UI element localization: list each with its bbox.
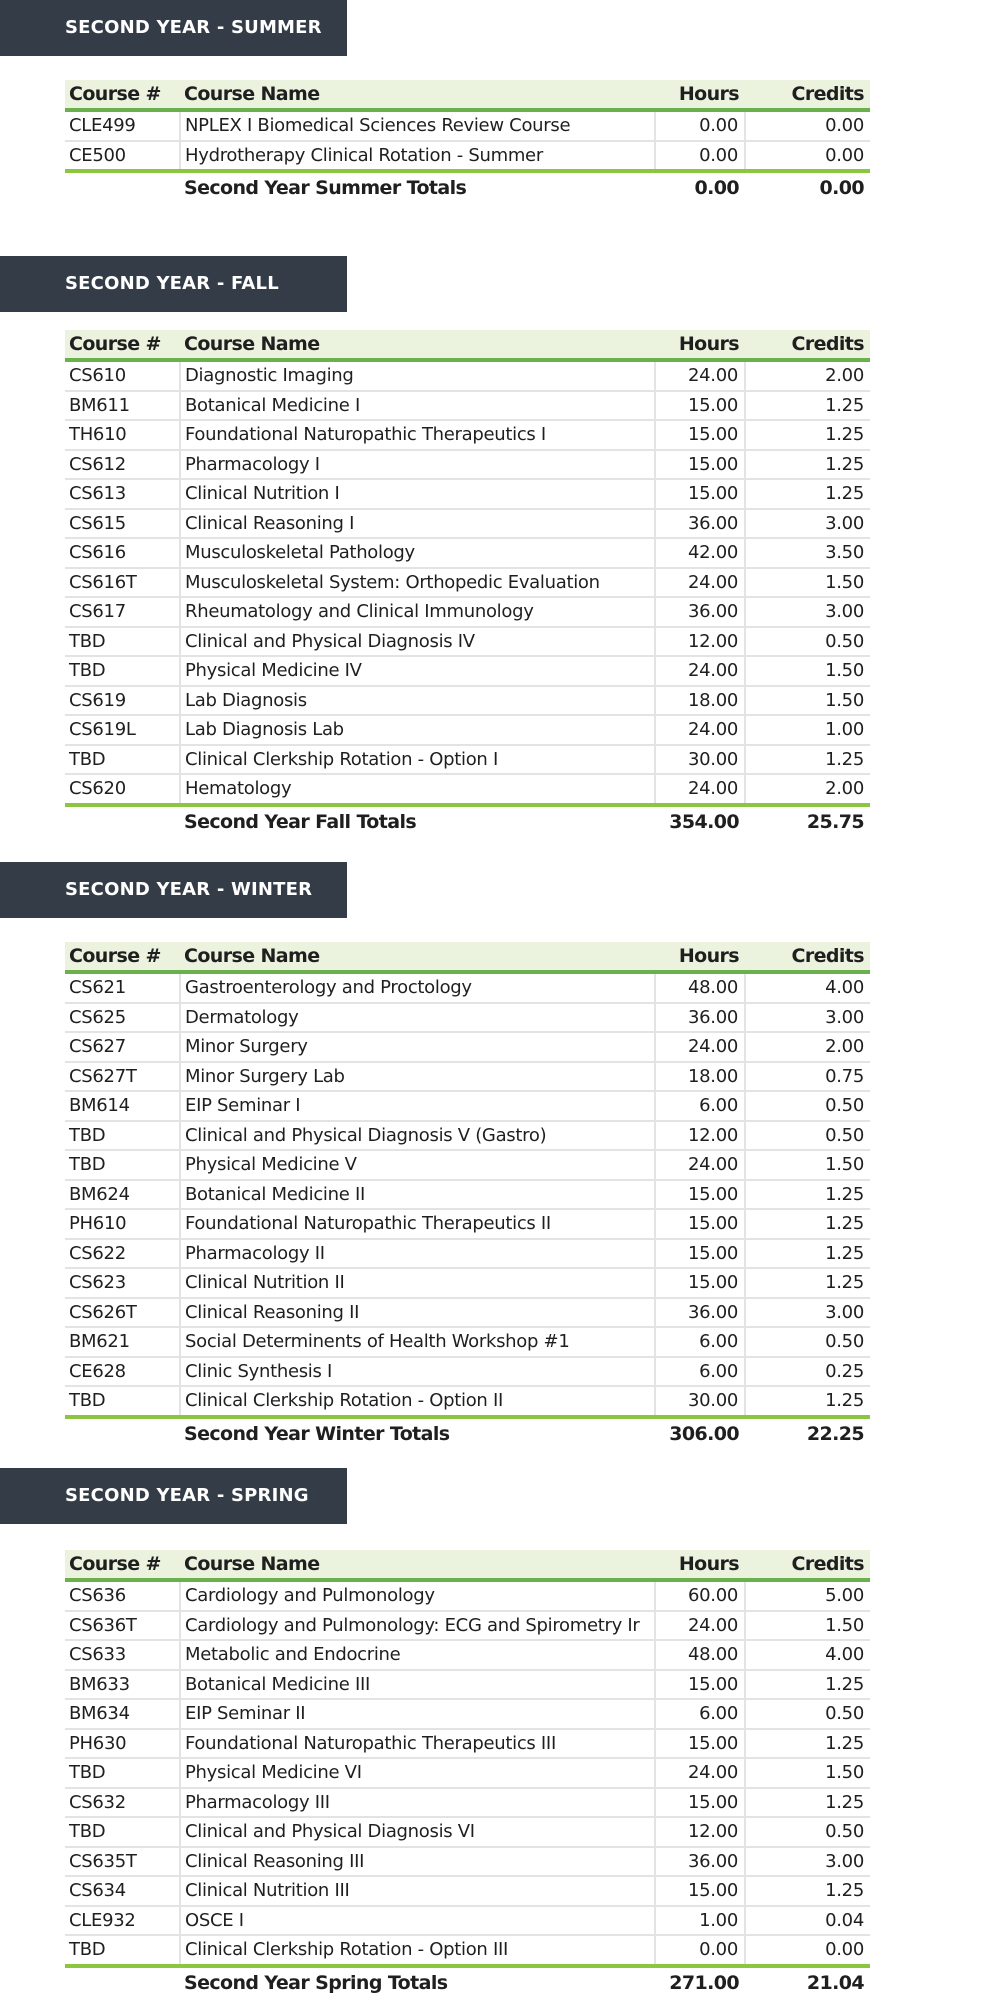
header-course-name: Course Name (180, 330, 655, 360)
course-number: CS635T (65, 1847, 180, 1877)
course-number: CS634 (65, 1876, 180, 1906)
course-name: Hematology (180, 774, 655, 805)
course-name: Foundational Naturopathic Therapeutics III (180, 1729, 655, 1759)
course-name: Clinical Reasoning II (180, 1298, 655, 1328)
table-row (65, 1357, 870, 1387)
course-credits: 1.25 (745, 1209, 870, 1239)
header-course-name: Course Name (180, 942, 655, 972)
course-name: EIP Seminar II (180, 1699, 655, 1729)
totals-spacer (65, 1417, 180, 1449)
course-name: Hydrotherapy Clinical Rotation - Summer (180, 141, 655, 172)
table-row (65, 1935, 870, 1966)
course-number: CS620 (65, 774, 180, 805)
course-name: Pharmacology III (180, 1788, 655, 1818)
course-hours: 36.00 (655, 1003, 745, 1033)
course-name: Physical Medicine IV (180, 656, 655, 686)
course-name: Pharmacology II (180, 1239, 655, 1269)
course-credits: 1.25 (745, 745, 870, 775)
course-name: Gastroenterology and Proctology (180, 972, 655, 1003)
table-header-row (65, 942, 870, 972)
section-title-banner: SECOND YEAR - SUMMER (0, 0, 347, 56)
course-hours: 48.00 (655, 972, 745, 1003)
course-number: CS622 (65, 1239, 180, 1269)
totals-hours: 0.00 (694, 177, 739, 199)
course-hours: 36.00 (655, 509, 745, 539)
course-name: Cardiology and Pulmonology: ECG and Spirometry Ir (180, 1611, 655, 1641)
course-hours: 18.00 (655, 686, 745, 716)
course-number: TBD (65, 1758, 180, 1788)
course-number: CS610 (65, 360, 180, 391)
course-hours: 30.00 (655, 745, 745, 775)
course-name: Musculoskeletal System: Orthopedic Evaluation (180, 568, 655, 598)
course-credits: 1.25 (745, 1239, 870, 1269)
totals-label: Second Year Fall Totals (184, 810, 417, 833)
table-row (65, 360, 870, 391)
header-credits: Credits (745, 1550, 870, 1580)
course-hours: 15.00 (655, 450, 745, 480)
course-number: TBD (65, 656, 180, 686)
course-hours: 15.00 (655, 1268, 745, 1298)
table-row (65, 1150, 870, 1180)
totals-credits: 21.04 (806, 1971, 864, 1994)
table-row (65, 597, 870, 627)
course-credits: 3.00 (745, 1298, 870, 1328)
table-row (65, 538, 870, 568)
course-name: OSCE I (180, 1906, 655, 1936)
course-credits: 2.00 (745, 1032, 870, 1062)
course-credits: 4.00 (745, 972, 870, 1003)
course-credits: 1.25 (745, 1386, 870, 1417)
header-credits: Credits (745, 80, 870, 110)
table-row (65, 656, 870, 686)
table-row (65, 774, 870, 805)
course-hours: 18.00 (655, 1062, 745, 1092)
course-name: EIP Seminar I (180, 1091, 655, 1121)
course-name: Minor Surgery Lab (180, 1062, 655, 1092)
table-row (65, 1817, 870, 1847)
totals-label: Second Year Winter Totals (184, 1422, 450, 1445)
course-number: TH610 (65, 420, 180, 450)
header-course-num: Course # (65, 1550, 180, 1580)
course-number: PH630 (65, 1729, 180, 1759)
course-hours: 24.00 (655, 656, 745, 686)
course-hours: 30.00 (655, 1386, 745, 1417)
header-course-name: Course Name (180, 1550, 655, 1580)
course-number: CS632 (65, 1788, 180, 1818)
totals-credits: 0.00 (819, 177, 864, 199)
header-hours: Hours (655, 942, 745, 972)
course-hours: 15.00 (655, 420, 745, 450)
course-number: TBD (65, 1935, 180, 1966)
course-credits: 1.50 (745, 1758, 870, 1788)
course-credits: 0.50 (745, 627, 870, 657)
course-number: CLE499 (65, 110, 180, 141)
totals-row (65, 805, 870, 837)
course-number: BM621 (65, 1327, 180, 1357)
table-row (65, 745, 870, 775)
course-number: BM624 (65, 1180, 180, 1210)
course-name: Physical Medicine VI (180, 1758, 655, 1788)
course-hours: 15.00 (655, 479, 745, 509)
course-number: CS619 (65, 686, 180, 716)
course-credits: 1.25 (745, 1180, 870, 1210)
table-row (65, 110, 870, 141)
table-row (65, 1209, 870, 1239)
header-course-name: Course Name (180, 80, 655, 110)
course-number: CS617 (65, 597, 180, 627)
table-header-row (65, 330, 870, 360)
header-hours: Hours (655, 330, 745, 360)
table-header-row (65, 1550, 870, 1580)
course-credits: 1.25 (745, 1729, 870, 1759)
table-row (65, 1180, 870, 1210)
course-number: CS619L (65, 715, 180, 745)
table-row (65, 1847, 870, 1877)
course-credits: 3.00 (745, 1847, 870, 1877)
course-name: Clinical and Physical Diagnosis VI (180, 1817, 655, 1847)
course-name: Rheumatology and Clinical Immunology (180, 597, 655, 627)
course-hours: 24.00 (655, 1032, 745, 1062)
course-hours: 24.00 (655, 1758, 745, 1788)
course-number: CS623 (65, 1268, 180, 1298)
course-number: CS626T (65, 1298, 180, 1328)
course-credits: 0.00 (745, 141, 870, 172)
course-credits: 1.25 (745, 420, 870, 450)
course-hours: 24.00 (655, 1611, 745, 1641)
course-number: TBD (65, 1386, 180, 1417)
course-credits: 1.50 (745, 686, 870, 716)
course-name: Cardiology and Pulmonology (180, 1580, 655, 1611)
table-row (65, 391, 870, 421)
table-header-row (65, 80, 870, 110)
course-hours: 12.00 (655, 627, 745, 657)
course-hours: 15.00 (655, 1729, 745, 1759)
course-hours: 6.00 (655, 1357, 745, 1387)
course-number: TBD (65, 627, 180, 657)
course-hours: 24.00 (655, 715, 745, 745)
table-row (65, 1121, 870, 1151)
course-credits: 3.50 (745, 538, 870, 568)
table-row (65, 1298, 870, 1328)
section-title-banner: SECOND YEAR - WINTER (0, 862, 347, 918)
course-hours: 6.00 (655, 1091, 745, 1121)
table-row (65, 1091, 870, 1121)
table-row (65, 686, 870, 716)
course-hours: 24.00 (655, 1150, 745, 1180)
course-number: CS627T (65, 1062, 180, 1092)
course-credits: 5.00 (745, 1580, 870, 1611)
course-credits: 1.25 (745, 391, 870, 421)
table-row (65, 1003, 870, 1033)
header-course-num: Course # (65, 330, 180, 360)
course-hours: 42.00 (655, 538, 745, 568)
course-table (65, 942, 870, 1449)
course-credits: 0.04 (745, 1906, 870, 1936)
course-hours: 15.00 (655, 1209, 745, 1239)
course-number: CS615 (65, 509, 180, 539)
table-row (65, 1580, 870, 1611)
course-hours: 24.00 (655, 360, 745, 391)
course-name: Foundational Naturopathic Therapeutics I (180, 420, 655, 450)
totals-spacer (65, 805, 180, 837)
course-credits: 0.00 (745, 110, 870, 141)
course-number: CS616 (65, 538, 180, 568)
course-number: CLE932 (65, 1906, 180, 1936)
table-row (65, 715, 870, 745)
course-number: CS616T (65, 568, 180, 598)
course-name: Lab Diagnosis Lab (180, 715, 655, 745)
course-credits: 0.50 (745, 1817, 870, 1847)
course-hours: 36.00 (655, 1847, 745, 1877)
course-credits: 2.00 (745, 360, 870, 391)
course-credits: 1.25 (745, 1788, 870, 1818)
header-credits: Credits (745, 330, 870, 360)
course-number: CS633 (65, 1640, 180, 1670)
course-number: TBD (65, 1121, 180, 1151)
course-hours: 6.00 (655, 1699, 745, 1729)
course-credits: 1.50 (745, 568, 870, 598)
table-row (65, 1758, 870, 1788)
totals-row (65, 1417, 870, 1449)
course-number: CS625 (65, 1003, 180, 1033)
course-hours: 1.00 (655, 1906, 745, 1936)
course-name: Diagnostic Imaging (180, 360, 655, 391)
course-table (65, 1550, 870, 1998)
course-credits: 1.50 (745, 1150, 870, 1180)
course-name: Social Determinents of Health Workshop #1 (180, 1327, 655, 1357)
course-name: Clinical Nutrition II (180, 1268, 655, 1298)
course-name: Physical Medicine V (180, 1150, 655, 1180)
course-hours: 0.00 (655, 110, 745, 141)
course-name: Clinical and Physical Diagnosis IV (180, 627, 655, 657)
course-number: CS621 (65, 972, 180, 1003)
course-credits: 1.50 (745, 656, 870, 686)
course-name: Foundational Naturopathic Therapeutics II (180, 1209, 655, 1239)
totals-label: Second Year Spring Totals (184, 1971, 448, 1994)
course-number: CS636T (65, 1611, 180, 1641)
course-hours: 6.00 (655, 1327, 745, 1357)
course-hours: 60.00 (655, 1580, 745, 1611)
course-credits: 1.25 (745, 479, 870, 509)
course-hours: 24.00 (655, 774, 745, 805)
header-course-num: Course # (65, 942, 180, 972)
course-credits: 0.75 (745, 1062, 870, 1092)
course-table (65, 330, 870, 837)
course-name: Botanical Medicine III (180, 1670, 655, 1700)
course-name: Minor Surgery (180, 1032, 655, 1062)
course-credits: 0.25 (745, 1357, 870, 1387)
table-row (65, 1788, 870, 1818)
course-name: Clinic Synthesis I (180, 1357, 655, 1387)
course-name: Clinical Clerkship Rotation - Option II (180, 1386, 655, 1417)
table-row (65, 568, 870, 598)
table-row (65, 1062, 870, 1092)
course-hours: 48.00 (655, 1640, 745, 1670)
table-row (65, 1640, 870, 1670)
table-row (65, 509, 870, 539)
course-credits: 1.25 (745, 450, 870, 480)
course-number: BM633 (65, 1670, 180, 1700)
course-hours: 15.00 (655, 1788, 745, 1818)
course-hours: 15.00 (655, 1180, 745, 1210)
course-credits: 4.00 (745, 1640, 870, 1670)
course-name: Clinical Reasoning III (180, 1847, 655, 1877)
course-number: CE628 (65, 1357, 180, 1387)
table-row (65, 1032, 870, 1062)
course-credits: 0.00 (745, 1935, 870, 1966)
table-row (65, 1268, 870, 1298)
table-row (65, 1239, 870, 1269)
course-hours: 15.00 (655, 391, 745, 421)
course-credits: 1.25 (745, 1670, 870, 1700)
course-name: Botanical Medicine I (180, 391, 655, 421)
header-course-num: Course # (65, 80, 180, 110)
section-title-banner: SECOND YEAR - FALL (0, 256, 347, 312)
totals-credits: 22.25 (806, 1422, 864, 1445)
table-row (65, 479, 870, 509)
course-table (65, 80, 870, 203)
course-name: Clinical Nutrition III (180, 1876, 655, 1906)
table-row (65, 450, 870, 480)
totals-hours: 354.00 (669, 810, 739, 833)
course-number: TBD (65, 1150, 180, 1180)
header-credits: Credits (745, 942, 870, 972)
course-credits: 2.00 (745, 774, 870, 805)
course-name: Clinical Reasoning I (180, 509, 655, 539)
course-name: Botanical Medicine II (180, 1180, 655, 1210)
course-hours: 12.00 (655, 1121, 745, 1151)
course-hours: 0.00 (655, 141, 745, 172)
course-name: Clinical and Physical Diagnosis V (Gastro) (180, 1121, 655, 1151)
table-row (65, 420, 870, 450)
course-name: Metabolic and Endocrine (180, 1640, 655, 1670)
course-credits: 1.25 (745, 1876, 870, 1906)
table-row (65, 627, 870, 657)
totals-hours: 271.00 (669, 1971, 739, 1994)
course-credits: 1.25 (745, 1268, 870, 1298)
totals-spacer (65, 171, 180, 203)
course-name: Dermatology (180, 1003, 655, 1033)
course-credits: 0.50 (745, 1327, 870, 1357)
course-name: Clinical Clerkship Rotation - Option I (180, 745, 655, 775)
course-hours: 15.00 (655, 1876, 745, 1906)
course-hours: 12.00 (655, 1817, 745, 1847)
section-title-banner: SECOND YEAR - SPRING (0, 1468, 347, 1524)
table-row (65, 1327, 870, 1357)
course-credits: 1.50 (745, 1611, 870, 1641)
course-credits: 3.00 (745, 509, 870, 539)
course-hours: 0.00 (655, 1935, 745, 1966)
course-hours: 36.00 (655, 1298, 745, 1328)
table-row (65, 1670, 870, 1700)
header-hours: Hours (655, 80, 745, 110)
table-row (65, 1611, 870, 1641)
totals-row (65, 171, 870, 203)
table-row (65, 1699, 870, 1729)
totals-label: Second Year Summer Totals (184, 177, 467, 199)
course-number: CS636 (65, 1580, 180, 1611)
course-name: Lab Diagnosis (180, 686, 655, 716)
totals-hours: 306.00 (669, 1422, 739, 1445)
course-name: Pharmacology I (180, 450, 655, 480)
course-hours: 15.00 (655, 1239, 745, 1269)
course-name: NPLEX I Biomedical Sciences Review Course (180, 110, 655, 141)
course-number: CS612 (65, 450, 180, 480)
course-hours: 36.00 (655, 597, 745, 627)
course-credits: 3.00 (745, 597, 870, 627)
course-hours: 15.00 (655, 1670, 745, 1700)
course-name: Clinical Clerkship Rotation - Option III (180, 1935, 655, 1966)
totals-spacer (65, 1966, 180, 1998)
course-name: Musculoskeletal Pathology (180, 538, 655, 568)
course-name: Clinical Nutrition I (180, 479, 655, 509)
course-number: BM634 (65, 1699, 180, 1729)
course-credits: 3.00 (745, 1003, 870, 1033)
course-number: CE500 (65, 141, 180, 172)
course-credits: 0.50 (745, 1699, 870, 1729)
course-number: CS613 (65, 479, 180, 509)
course-number: BM611 (65, 391, 180, 421)
totals-row (65, 1966, 870, 1998)
course-number: BM614 (65, 1091, 180, 1121)
header-hours: Hours (655, 1550, 745, 1580)
totals-credits: 25.75 (806, 810, 864, 833)
table-row (65, 141, 870, 172)
course-number: PH610 (65, 1209, 180, 1239)
table-row (65, 1876, 870, 1906)
course-number: TBD (65, 1817, 180, 1847)
course-credits: 0.50 (745, 1091, 870, 1121)
table-row (65, 1386, 870, 1417)
course-credits: 1.00 (745, 715, 870, 745)
table-row (65, 972, 870, 1003)
course-number: CS627 (65, 1032, 180, 1062)
course-credits: 0.50 (745, 1121, 870, 1151)
course-hours: 24.00 (655, 568, 745, 598)
table-row (65, 1906, 870, 1936)
table-row (65, 1729, 870, 1759)
course-number: TBD (65, 745, 180, 775)
